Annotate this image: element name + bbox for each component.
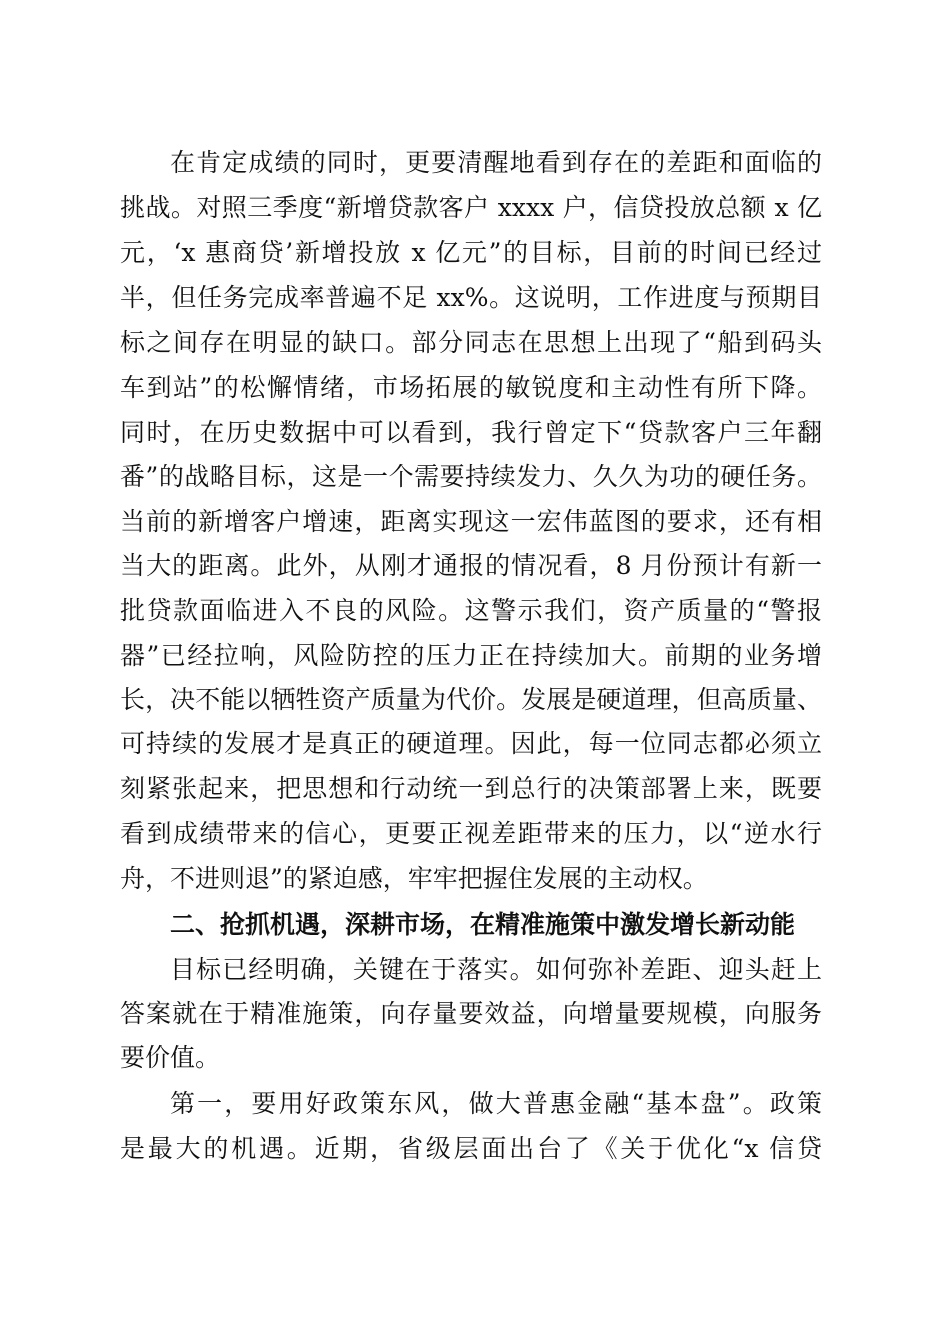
- text-line: 元，‘x 惠商贷’新增投放 x 亿元”的目标，目前的时间已经过: [120, 238, 822, 267]
- text-line: 当大的距离。此外，从刚才通报的情况看，8 月份预计有新一: [120, 551, 822, 580]
- section-heading: 二、抢抓机遇，深耕市场，在精准施策中激发增长新动能: [170, 910, 796, 939]
- text-line: 批贷款面临进入不良的风险。这警示我们，资产质量的“警报: [120, 596, 822, 625]
- text-line: 标之间存在明显的缺口。部分同志在思想上出现了“船到码头: [120, 328, 822, 357]
- text-line: 半，但任务完成率普遍不足 xx%。这说明，工作进度与预期目: [120, 283, 822, 312]
- text-line: 要价值。: [120, 1043, 221, 1072]
- text-line: 看到成绩带来的信心，更要正视差距带来的压力，以“逆水行: [120, 819, 822, 848]
- text-line: 挑战。对照三季度“新增贷款客户 xxxx 户，信贷投放总额 x 亿: [120, 193, 822, 222]
- text-line: 长，决不能以牺牲资产质量为代价。发展是硬道理，但高质量、: [120, 685, 822, 714]
- text-line: 刻紧张起来，把思想和行动统一到总行的决策部署上来，既要: [120, 774, 822, 803]
- text-line: 器”已经拉响，风险防控的压力正在持续加大。前期的业务增: [120, 641, 822, 670]
- text-line: 可持续的发展才是真正的硬道理。因此，每一位同志都必须立: [120, 729, 822, 758]
- text-line: 车到站”的松懈情绪，市场拓展的敏锐度和主动性有所下降。: [120, 373, 822, 402]
- text-line: 答案就在于精准施策，向存量要效益，向增量要规模，向服务: [120, 999, 822, 1028]
- text-line: 舟，不进则退”的紧迫感，牢牢把握住发展的主动权。: [120, 864, 708, 893]
- text-line: 番”的战略目标，这是一个需要持续发力、久久为功的硬任务。: [120, 462, 822, 491]
- text-line: 目标已经明确，关键在于落实。如何弥补差距、迎头赶上: [170, 955, 822, 984]
- text-line: 是最大的机遇。近期，省级层面出台了《关于优化“x 信贷: [120, 1134, 822, 1163]
- text-line: 第一，要用好政策东风，做大普惠金融“基本盘”。政策: [170, 1089, 822, 1118]
- text-line: 同时，在历史数据中可以看到，我行曾定下“贷款客户三年翻: [120, 418, 822, 447]
- text-line: 当前的新增客户增速，距离实现这一宏伟蓝图的要求，还有相: [120, 507, 822, 536]
- text-line: 在肯定成绩的同时，更要清醒地看到存在的差距和面临的: [170, 148, 822, 177]
